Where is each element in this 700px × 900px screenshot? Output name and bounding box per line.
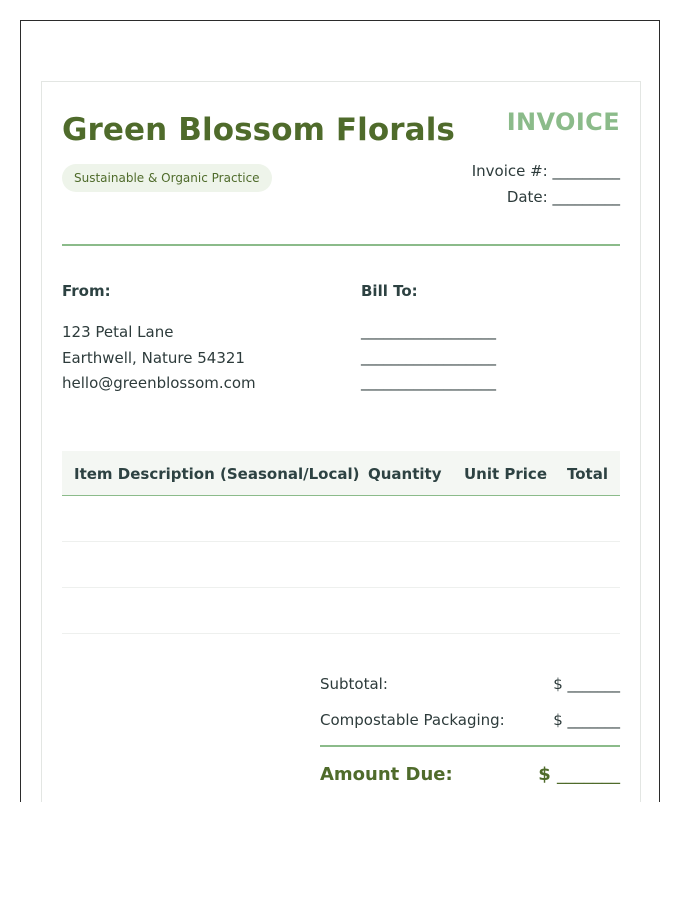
- tagline-badge: Sustainable & Organic Practice: [62, 164, 272, 192]
- packaging-value[interactable]: $ _______: [553, 711, 620, 729]
- business-name: Green Blossom Florals: [62, 112, 455, 148]
- page-frame: [20, 20, 660, 802]
- amount-due-value[interactable]: [538, 764, 620, 785]
- amount-due-label: Amount Due:: [320, 764, 453, 785]
- table-row[interactable]: [62, 496, 620, 542]
- subtotal-label: Subtotal:: [320, 675, 388, 693]
- from-email: hello@greenblossom.com: [62, 374, 256, 392]
- table-row[interactable]: [62, 542, 620, 588]
- invoice-date-field[interactable]: Date: _________: [506, 188, 620, 206]
- table-row[interactable]: [62, 588, 620, 634]
- invoice-number-field[interactable]: Invoice #: _________: [471, 162, 620, 180]
- bill-to-field[interactable]: __________________: [361, 348, 496, 366]
- from-label: From:: [62, 282, 111, 300]
- invoice-title: INVOICE: [506, 108, 620, 136]
- amount-due-currency: $: [538, 764, 551, 785]
- amount-due-blank: _______: [557, 764, 620, 785]
- bill-to-field[interactable]: __________________: [361, 373, 496, 391]
- column-header-description: Item Description (Seasonal/Local): [74, 465, 360, 483]
- subtotal-value[interactable]: $ _______: [553, 675, 620, 693]
- items-table-header: [62, 451, 620, 496]
- invoice-card: [41, 81, 641, 802]
- header-divider: [62, 244, 620, 246]
- column-header-unit-price: Unit Price: [464, 465, 547, 483]
- bill-to-field[interactable]: __________________: [361, 322, 496, 340]
- from-address-line: Earthwell, Nature 54321: [62, 349, 245, 367]
- column-header-total: Total: [567, 465, 608, 483]
- from-address-line: 123 Petal Lane: [62, 323, 174, 341]
- column-header-quantity: Quantity: [368, 465, 442, 483]
- summary-divider: [320, 745, 620, 747]
- packaging-label: Compostable Packaging:: [320, 711, 505, 729]
- bill-to-label: Bill To:: [361, 282, 418, 300]
- invoice-content: [62, 82, 620, 802]
